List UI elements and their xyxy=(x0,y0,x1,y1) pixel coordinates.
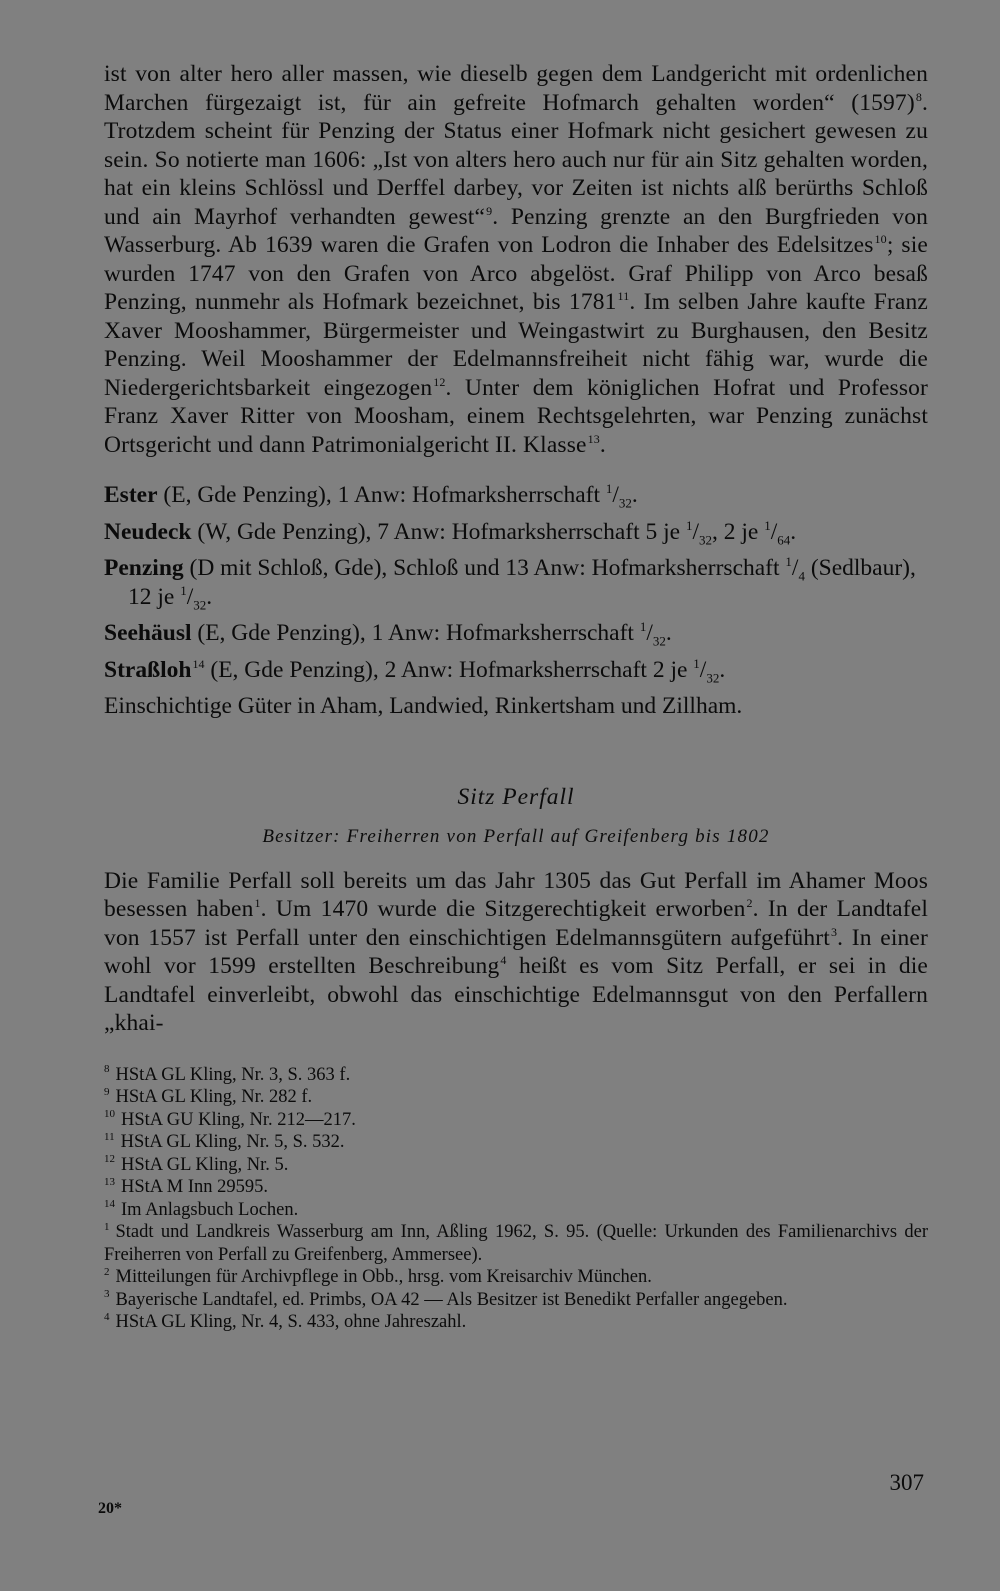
footnote: $^{13}$ HStA M Inn 29595. xyxy=(104,1175,268,1197)
entry-text: (W, Gde Penzing), 7 Anw: Hofmarksherrschaft 5 je xyxy=(191,518,686,545)
place-name: Ester xyxy=(104,482,158,508)
place-name: Straßloh xyxy=(104,656,192,683)
fraction: $^1/_{32}$ xyxy=(639,619,666,649)
section-subtitle: Besitzer: Freiherren von Perfall auf Greifenberg bis 1802 xyxy=(262,825,770,847)
footnote: $^3$ Bayerische Landtafel, ed. Primbs, OA 42 — Als Besitzer ist Benedikt Perfaller angegeben. xyxy=(104,1288,788,1310)
place-entry: Neudeck (W, Gde Penzing), 7 Anw: Hofmarksherrschaft 5 je $^1/_{32}$, 2 je $^1/_{64}$. xyxy=(104,517,797,548)
footnote-ref[interactable]: 8 xyxy=(915,89,922,104)
entry-text: (E, Gde Penzing), 2 Anw: Hofmarksherrschaft 2 je xyxy=(204,656,694,683)
intro-text: . xyxy=(599,431,606,458)
perfall-paragraph: Die Familie Perfall soll bereits um das Jahr 1305 das Gut Perfall im Ahamer Moos besessen haben$^1$. Um 1470 wurde die Sitzgerechtigkeit erworben$^2$. In der Landtafel von 1557 ist Perfall unter den einschichtigen Edelmannsgütern aufgeführt$^3$. In einer wohl vor 1599 erstellten Beschreibung$^4$ heißt es vom Sitz Perfall, er sei in die Landtafel einverleibt, obwohl das einschichtige Edelmannsgut von den Perfallern „khai- xyxy=(104,867,928,1036)
fraction: $^1/_{32}$ xyxy=(605,481,632,511)
footnote: $^{14}$ Im Anlagsbuch Lochen. xyxy=(104,1198,299,1220)
footnote-ref[interactable]: 10 xyxy=(874,232,887,247)
footnote-ref[interactable]: 1 xyxy=(254,896,261,911)
place-name: Seehäusl xyxy=(104,620,192,646)
place-name: Penzing xyxy=(104,555,184,581)
page-content xyxy=(104,60,928,1334)
intro-paragraph xyxy=(104,60,928,459)
fraction: $^1/_{64}$ xyxy=(764,517,791,548)
entry-text: (D mit Schloß, Gde), Schloß und 13 Anw: Hofmarksherrschaft xyxy=(183,555,786,581)
page-number: 307 xyxy=(889,1470,924,1495)
footnote-ref[interactable]: 2 xyxy=(746,896,753,911)
intro-text: . Im selben Jahre kaufte Franz Xaver Mooshammer, Bürgermeister und Weingastwirt zu Burghausen, den Besitz Penzing. Weil Mooshammer der Edelmannsfreiheit nicht fähig war, wurde die Niedergerichtsbarkeit eingezogen xyxy=(104,289,928,401)
fraction: $^1/_{32}$ xyxy=(180,582,207,613)
fraction: $^1/_{32}$ xyxy=(685,517,712,548)
footnote: $^1$ Stadt und Landkreis Wasserburg am Inn, Aßling 1962, S. 95. (Quelle: Urkunden des Familienarchivs der Freiherren von Perfall zu Greifenberg, Ammersee). xyxy=(104,1220,928,1265)
place-name: Neudeck xyxy=(104,518,192,545)
footnote: $^4$ HStA GL Kling, Nr. 4, S. 433, ohne Jahreszahl. xyxy=(104,1310,467,1332)
footnote: $^8$ HStA GL Kling, Nr. 3, S. 363 f. xyxy=(104,1063,351,1085)
fraction: $^1/_4$ xyxy=(785,554,805,584)
place-entry: Penzing (D mit Schloß, Gde), Schloß und 13 Anw: Hofmarksherrschaft $^1/_4$ (Sedlbaur), 12 je $^1/_{32}$. xyxy=(104,554,916,613)
section-title: Sitz Perfall xyxy=(457,783,575,810)
intro-text: . Unter dem königlichen Hofrat und Professor Franz Xaver Ritter von Moosham, einem Rechtsgelehrten, war Penzing zunächst Ortsgericht und dann Patrimonialgericht II. Klasse xyxy=(104,374,928,458)
intro-text: ist von alter hero aller massen, wie dieselb gegen dem Landgericht mit ordenlichen Marchen fürgezaigt ist, für ain gefreite Hofmarch gehalten worden“ (1597) xyxy=(104,61,928,116)
footnote-ref[interactable]: 11 xyxy=(617,289,630,304)
place-entry: Straßloh$^{14}$ (E, Gde Penzing), 2 Anw: Hofmarksherrschaft 2 je $^1/_{32}$. xyxy=(104,655,726,686)
intro-text: . Penzing grenzte an den Burgfrieden von Wasserburg. Ab 1639 waren die Grafen von Lodron die Inhaber des Edelsitzes xyxy=(104,203,928,258)
extra-line: Einschichtige Güter in Aham, Landwied, Rinkertsham und Zillham. xyxy=(104,693,743,719)
footnote: $^9$ HStA GL Kling, Nr. 282 f. xyxy=(104,1085,313,1107)
intro-text: . Trotzdem scheint für Penzing der Status einer Hofmark nicht gesichert gewesen zu sein. So notierte man 1606: „Ist von alters hero auch nur für ain Sitz gehalten worden, hat ein kleins Schlössl und Derffel darbey, vor Zeiten ist nichts alß berürths Schloß und ain Mayrhof verhandten gewest“ xyxy=(104,89,928,230)
fraction: $^1/_{32}$ xyxy=(693,655,720,686)
entry-text: (E, Gde Penzing), 1 Anw: Hofmarksherrschaft xyxy=(157,482,606,508)
footnote: $^{10}$ HStA GU Kling, Nr. 212—217. xyxy=(104,1108,356,1130)
footnote-ref[interactable]: 4 xyxy=(500,953,507,968)
footnote-ref[interactable]: 3 xyxy=(830,924,838,939)
footnote-ref[interactable]: 12 xyxy=(433,374,446,389)
signature-mark: 20* xyxy=(98,1500,122,1517)
footnotes xyxy=(104,1064,928,1334)
footnote: $^{11}$ HStA GL Kling, Nr. 5, S. 532. xyxy=(104,1130,345,1152)
footnote-ref[interactable]: 9 xyxy=(486,203,493,218)
footnote-ref[interactable]: 13 xyxy=(587,431,600,446)
place-entry: Seehäusl (E, Gde Penzing), 1 Anw: Hofmarksherrschaft $^1/_{32}$. xyxy=(104,619,672,649)
footnote: $^{12}$ HStA GL Kling, Nr. 5. xyxy=(104,1153,289,1175)
footnote: $^2$ Mitteilungen für Archivpflege in Obb., hrsg. vom Kreisarchiv München. xyxy=(104,1265,652,1287)
intro-text: ; sie wurden 1747 von den Grafen von Arco abgelöst. Graf Philipp von Arco besaß Penzing, nunmehr als Hofmark bezeichnet, bis 1781 xyxy=(104,232,928,315)
footnote-ref[interactable]: 14 xyxy=(192,656,205,671)
place-entry: Ester (E, Gde Penzing), 1 Anw: Hofmarksherrschaft $^1/_{32}$. xyxy=(104,481,638,511)
entry-text: (E, Gde Penzing), 1 Anw: Hofmarksherrschaft xyxy=(191,620,640,646)
place-entries xyxy=(104,481,928,721)
